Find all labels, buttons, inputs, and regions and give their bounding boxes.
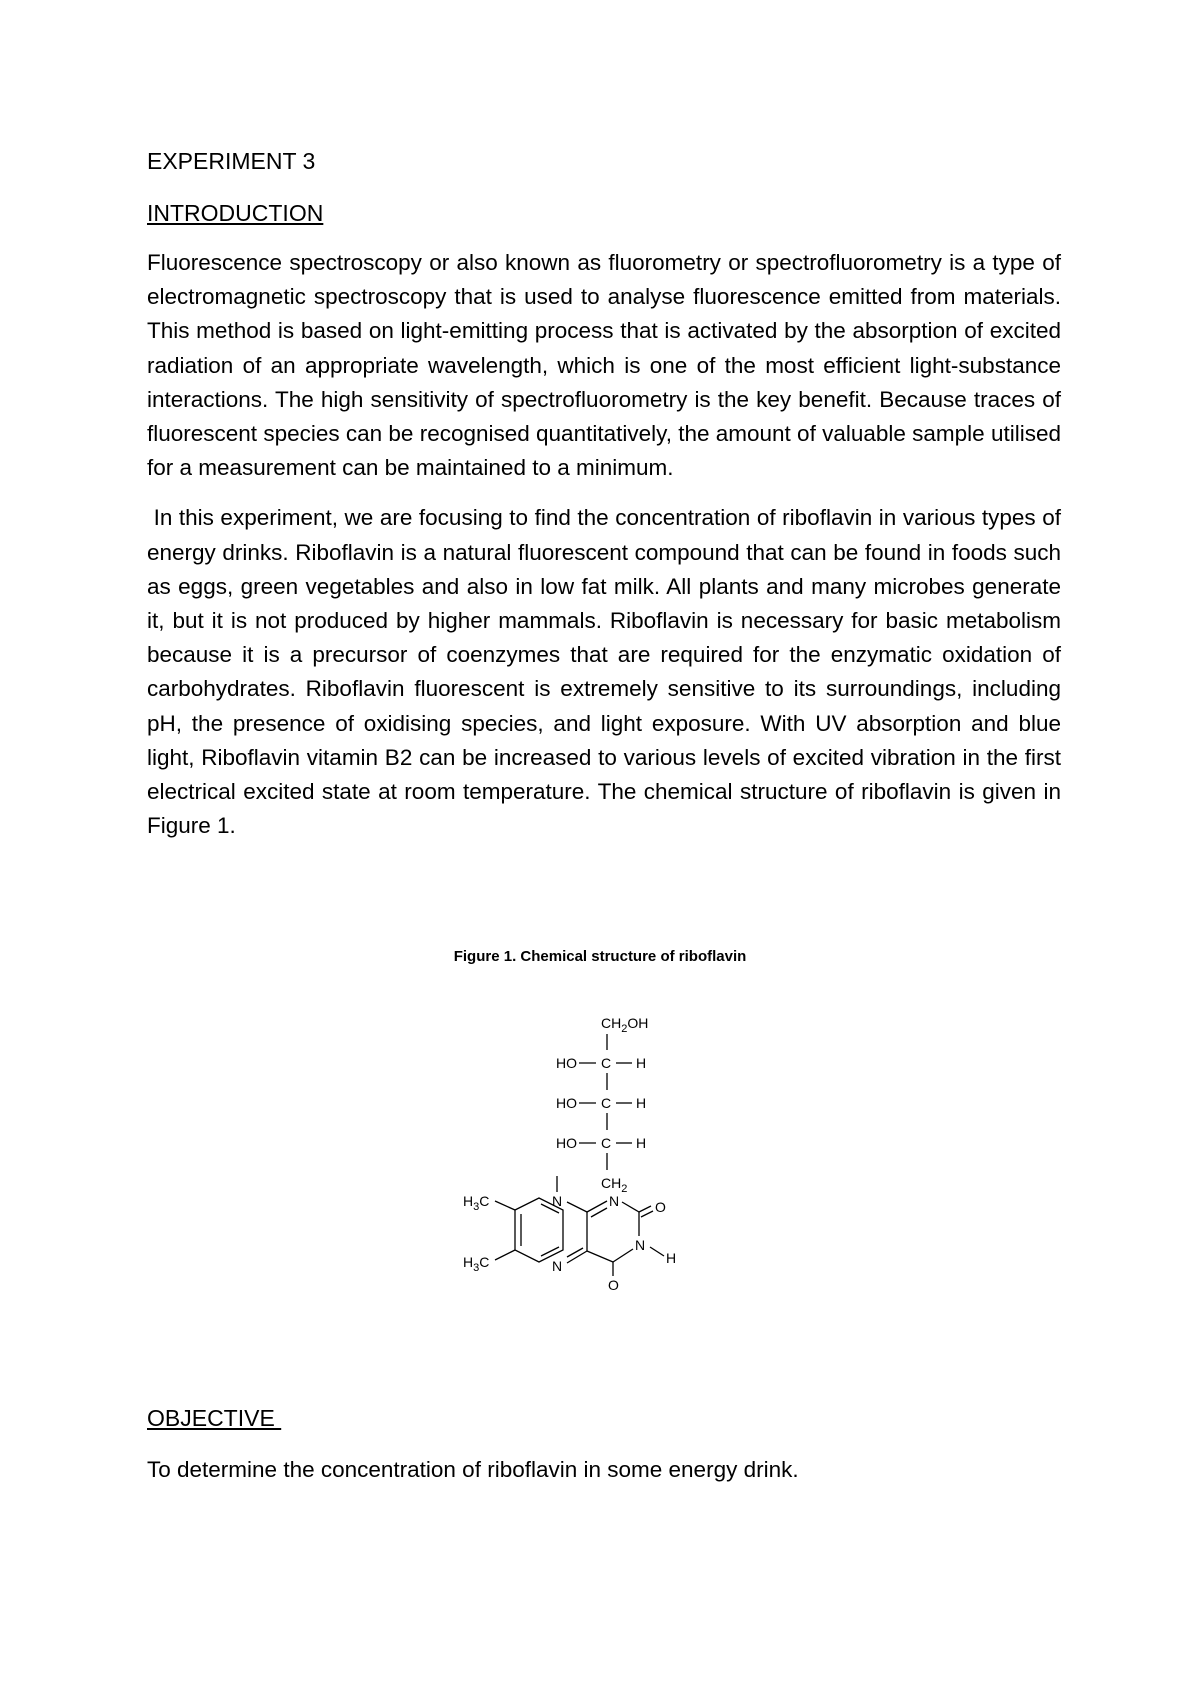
document-body (147, 146, 1068, 843)
intro-paragraph-1: Fluorescence spectroscopy or also known as fluorometry or spectrofluorometry is a type of electromagnetic spectroscopy that is used to analyse fluorescence emitted from materials. This method is based on light-emitting process that is activated by the absorption of excited radiation of an appropriate wavelength, which is one of the most efficient light-substance interactions. The high sensitivity of spectrofluorometry is the key benefit. Because traces of fluorescent species can be recognised quantitatively, the amount of valuable sample utilised for a measurement can be maintained to a minimum. (147, 250, 1061, 481)
label-c-2: C (601, 1095, 612, 1111)
label-h3c-lower: $H_3C$ (463, 1254, 490, 1274)
bond-n10-right (567, 1202, 587, 1212)
introduction-heading: INTRODUCTION (147, 200, 324, 226)
label-o4: O (608, 1277, 619, 1293)
label-o2-lower: O (655, 1199, 666, 1215)
bond-c4-c4a (587, 1251, 613, 1262)
label-ch2oh: $CH_2OH$ (601, 1015, 649, 1035)
figure-caption: Figure 1. Chemical structure of riboflavin (453, 948, 747, 965)
label-n3-lower: N (635, 1237, 646, 1253)
bond-c10a-n1-double (591, 1208, 607, 1217)
riboflavin-ring-lower (455, 970, 755, 1300)
label-ho-2: HO (556, 1095, 577, 1111)
bond-n1-c2-lower (622, 1202, 639, 1212)
label-ch2: $CH_2$ (601, 1175, 628, 1195)
label-h3c-upper: $H_3C$ (463, 1193, 490, 1213)
label-h-2: H (636, 1095, 647, 1111)
bond-n5-right-double (567, 1248, 583, 1257)
label-h-n3: H (666, 1250, 677, 1266)
bond-h3c-lower (495, 1250, 515, 1260)
objective-heading: OBJECTIVE (147, 1405, 282, 1431)
label-n5: N (552, 1258, 563, 1274)
objective-section (147, 1403, 1061, 1487)
label-ho-3: HO (556, 1135, 577, 1151)
benzene-inner-3 (541, 1247, 559, 1256)
bond-n5-right (567, 1251, 587, 1263)
bond-c2-o-lower-double (641, 1211, 653, 1217)
label-c-1: C (601, 1055, 612, 1071)
label-h-1: H (636, 1055, 647, 1071)
bond-n3-c4 (613, 1249, 633, 1262)
label-c-3: C (601, 1135, 612, 1151)
label-n10-lower: N (552, 1193, 563, 1209)
bond-h3c-upper (495, 1201, 515, 1210)
intro-paragraph-2: In this experiment, we are focusing to find the concentration of riboflavin in various types of energy drinks. Riboflavin is a natural fluorescent compound that can be found in foods such as eggs, green vegetables and also in low fat milk. All plants and many microbes generate it, but it is not produced by higher mammals. Riboflavin is necessary for basic metabolism because it is a precursor of coenzymes that are required for the enzymatic oxidation of carbohydrates. Riboflavin fluorescent is extremely sensitive to its surroundings, including pH, the presence of oxidising species, and light exposure. With UV absorption and blue light, Riboflavin vitamin B2 can be increased to various levels of excited vibration in the first electrical excited state at room temperature. The chemical structure of riboflavin is given in Figure 1. (147, 505, 1068, 839)
bond-n3-h (650, 1247, 664, 1256)
objective-text: To determine the concentration of riboflavin in some energy drink. (147, 1457, 799, 1482)
label-n1-lower: N (609, 1193, 620, 1209)
label-h-3: H (636, 1135, 647, 1151)
experiment-label: EXPERIMENT 3 (147, 148, 316, 174)
bond-c2-o-lower (639, 1206, 651, 1212)
label-ho-1: HO (556, 1055, 577, 1071)
